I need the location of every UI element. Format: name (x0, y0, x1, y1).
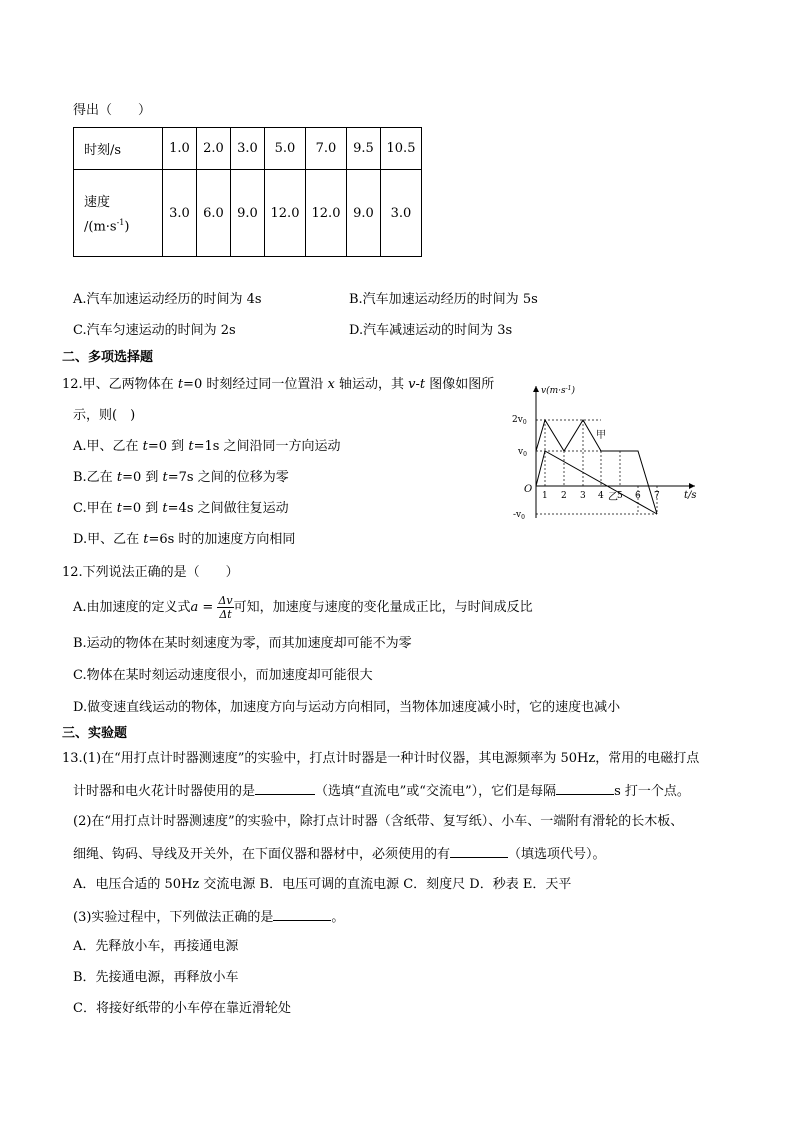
q13-part1-line1: 13.(1)在“用打点计时器测速度”的实验中，打点计时器是一种计时仪器，其电源频率为 50Hz，常用的电磁打点 (62, 751, 700, 766)
table-cell: 3.0 (381, 170, 422, 257)
answer-blank[interactable] (556, 780, 614, 795)
answer-blank[interactable] (450, 843, 508, 858)
q13-part3-option-b: B．先接通电源，再释放小车 (73, 970, 239, 985)
x-tick-6: 6 (635, 491, 641, 501)
x-tick-4: 4 (598, 491, 604, 501)
q12b-option-b: B.运动的物体在某时刻速度为零，而其加速度却可能不为零 (73, 636, 412, 651)
x-tick-5: 5 (617, 491, 623, 501)
label-jia: 甲 (596, 430, 606, 441)
answer-blank[interactable] (255, 780, 315, 795)
table-header-speed (74, 170, 163, 257)
q12a-stem-cont: 示，则( ) (73, 408, 136, 423)
q11-option-d: D.汽车减速运动的时间为 3s (349, 323, 513, 338)
q13-part2-line2: 细绳、钩码、导线及开关外，在下面仪器和器材中，必须使用的有 （填选项代号）。 (73, 843, 606, 865)
q11-option-b: B.汽车加速运动经历的时间为 5s (349, 292, 538, 307)
origin-label: O (524, 484, 533, 495)
table-header-time: 时刻/s (74, 128, 163, 170)
table-cell: 9.0 (347, 170, 381, 257)
q12a-option-d: D.甲、乙在 t=6s 时的加速度方向相同 (73, 532, 296, 547)
speed-time-table (73, 127, 422, 257)
table-cell: 5.0 (265, 128, 306, 170)
q13-part1-line2: 计时器和电火花计时器使用的是 （选填“直流电”或“交流电”），它们是每隔 s 打一个点。 (73, 780, 690, 802)
q12b-option-d: D.做变速直线运动的物体，加速度方向与运动方向相同，当物体加速度减小时，它的速度也减小 (73, 700, 621, 715)
q13-part3-option-c: C．将接好纸带的小车停在靠近滑轮处 (73, 1001, 291, 1016)
q13-part2-line1: (2)在“用打点计时器测速度”的实验中，除打点计时器（含纸带、复写纸）、小车、一端附有滑轮的长木板、 (73, 814, 684, 829)
speed-unit: $/(m\cdot s^{-1})$ (84, 218, 130, 235)
x-tick-3: 3 (580, 491, 586, 501)
q13-part3-line1: (3)实验过程中，下列做法正确的是 。 (73, 906, 344, 928)
x-tick-2: 2 (561, 491, 567, 501)
answer-blank[interactable] (273, 906, 331, 921)
table-cell: 1.0 (163, 128, 197, 170)
q12a-option-a: A.甲、乙在 t=0 到 t=1s 之间沿同一方向运动 (73, 439, 341, 454)
y-tick-neg-v0: $-v_0$ (513, 510, 525, 521)
table-cell: 12.0 (265, 170, 306, 257)
label-yi: 乙 (608, 492, 618, 503)
table-row (74, 170, 422, 257)
y-axis-label: $v(m\cdot s^{-1})$ (541, 385, 575, 396)
q12b-stem: 12.下列说法正确的是（ ） (62, 565, 239, 580)
q11-option-c: C.汽车匀速运动的时间为 2s (73, 323, 236, 338)
q12b-option-c: C.物体在某时刻运动速度很小，而加速度却可能很大 (73, 668, 373, 683)
table-cell: 3.0 (163, 170, 197, 257)
table-cell: 9.0 (231, 170, 265, 257)
q12a-option-c: C.甲在 t=0 到 t=4s 之间做往复运动 (73, 501, 289, 516)
table-cell: 3.0 (231, 128, 265, 170)
table-cell: 7.0 (306, 128, 347, 170)
x-axis-label: t/s (684, 490, 697, 501)
q12a-option-b: B.乙在 t=0 到 t=7s 之间的位移为零 (73, 470, 289, 485)
q13-part3-option-a: A．先释放小车，再接通电源 (73, 939, 239, 954)
table-cell: 2.0 (197, 128, 231, 170)
q11-option-a: A.汽车加速运动经历的时间为 4s (73, 292, 262, 307)
table-cell: 6.0 (197, 170, 231, 257)
y-tick-2v0: $2v_0$ (512, 415, 527, 426)
vt-graph (500, 378, 710, 523)
q12b-option-a: A.由加速度的定义式a = $\frac{\Delta v}{\Delta t}$ 可知，加速度与速度的变化量成正比，与时间成反比 (73, 594, 533, 621)
line-yi (536, 451, 657, 514)
table-cell: 9.5 (347, 128, 381, 170)
section-title-experiment: 三、实验题 (62, 726, 128, 741)
y-tick-v0: $v_0$ (518, 447, 527, 458)
x-tick-7: 7 (654, 491, 660, 501)
speed-label: 速度 (84, 195, 111, 211)
q12a-stem: 12.甲、乙两物体在 t=0 时刻经过同一位置沿 x 轴运动，其 v-t 图像如图所 (62, 377, 495, 392)
table-cell: 12.0 (306, 170, 347, 257)
q13-part2-options: A．电压合适的 50Hz 交流电源 B．电压可调的直流电源 C．刻度尺 D．秒表 E．天平 (73, 877, 572, 892)
table-cell: 10.5 (381, 128, 422, 170)
x-tick-1: 1 (542, 491, 548, 501)
section-title-multiple-choice: 二、多项选择题 (62, 350, 154, 365)
acceleration-fraction: $\frac{\Delta v}{\Delta t}$ (218, 594, 233, 621)
q11-intro: 得出（ ） (73, 103, 152, 118)
table-row (74, 128, 422, 170)
